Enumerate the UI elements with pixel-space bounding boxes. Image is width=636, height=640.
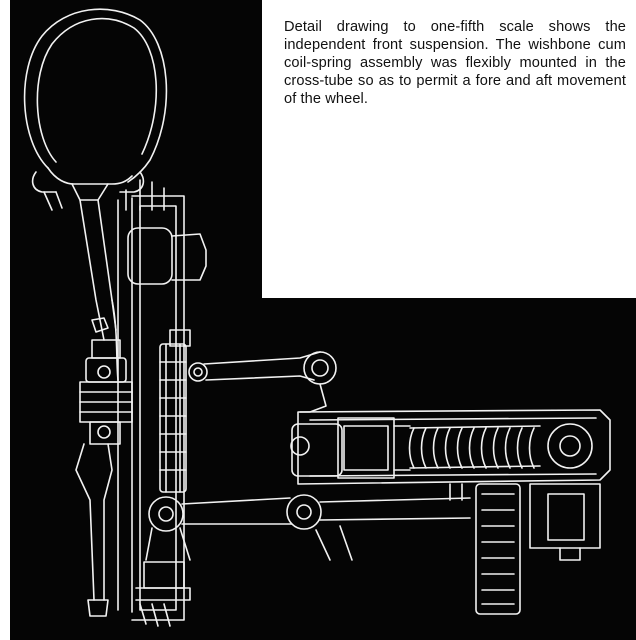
figure-caption: Detail drawing to one-fifth scale shows the independent front suspension. The wishbone cum coil-spring assembly was flexibly mounted in the cross-tube so as to permit a fore and aft movement of the wheel.	[284, 19, 626, 107]
